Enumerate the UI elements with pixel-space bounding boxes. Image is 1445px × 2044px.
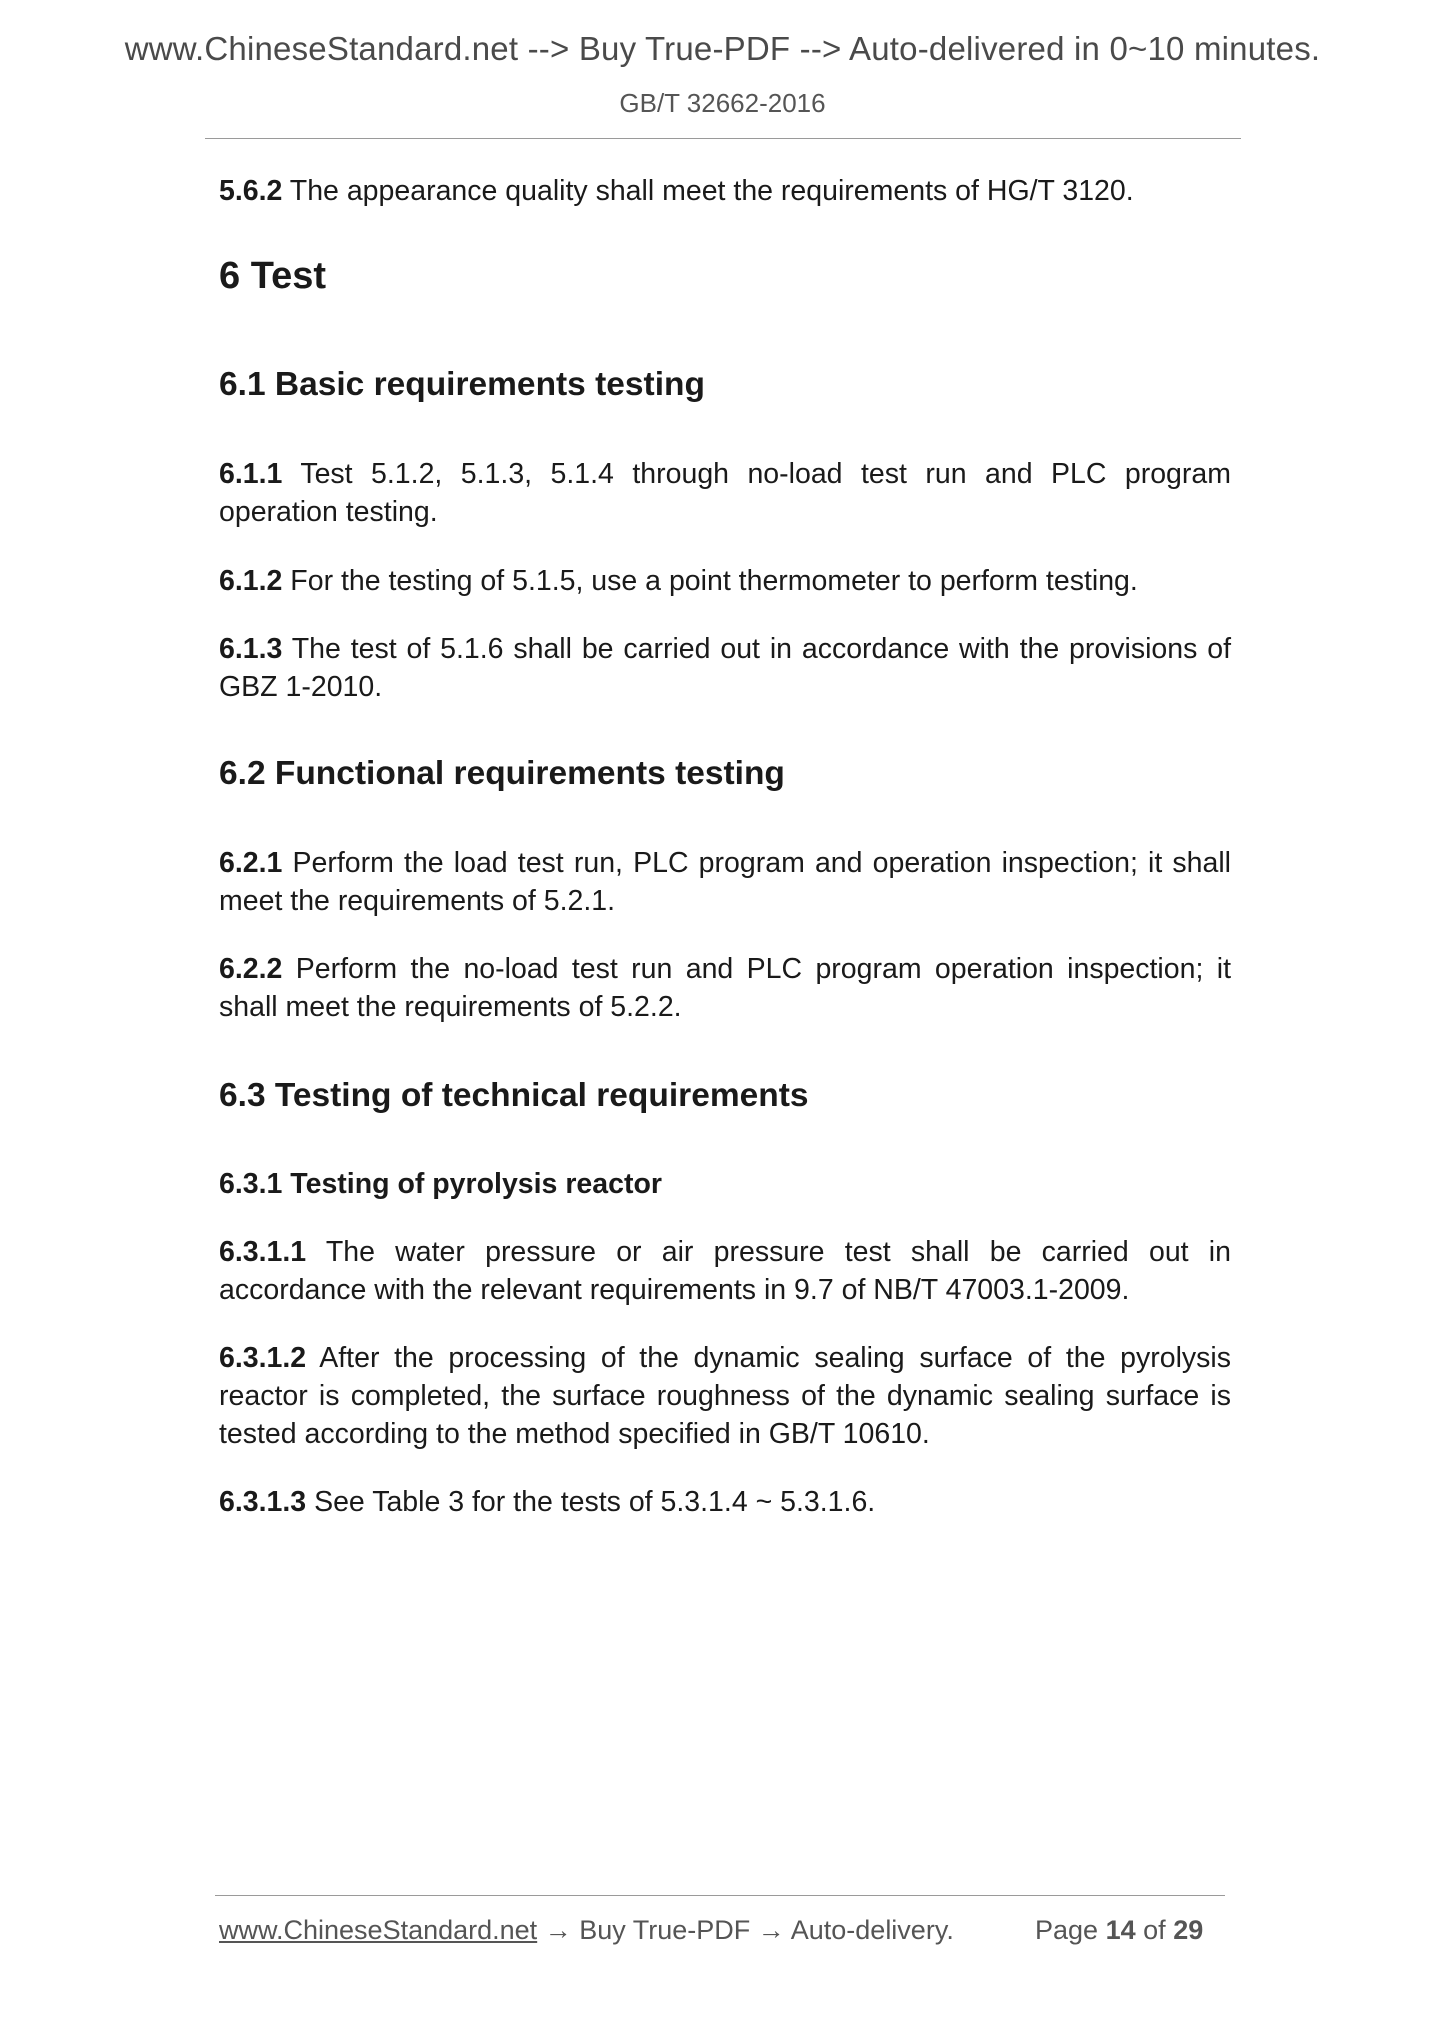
clause-6-1-3 [219, 630, 1231, 706]
footer-promo [219, 1915, 954, 1946]
clause-text: Perform the load test run, PLC program and operation inspection; it shall meet the requirements of 5.2.1. [219, 847, 1231, 917]
page-indicator [1035, 1915, 1203, 1946]
footer-divider [215, 1895, 1225, 1896]
section-heading-6-3: 6.3 Testing of technical requirements [219, 1077, 809, 1114]
clause-number: 6.1.3 [219, 633, 283, 665]
clause-6-3-1-3 [219, 1483, 1231, 1521]
page-current: 14 [1105, 1915, 1136, 1945]
section-heading-6-2: 6.2 Functional requirements testing [219, 755, 785, 792]
subsection-heading-6-3-1: 6.3.1 Testing of pyrolysis reactor [219, 1168, 662, 1200]
clause-5-6-2 [219, 172, 1231, 210]
clause-text: The water pressure or air pressure test shall be carried out in accordance with the relevant requirements in 9.7 of NB/T 47003.1-2009. [219, 1236, 1231, 1306]
page-total: 29 [1173, 1915, 1204, 1945]
clause-number: 6.3.1.1 [219, 1236, 307, 1268]
site-link[interactable]: www.ChineseStandard.net [219, 1915, 538, 1945]
clause-text: Perform the no-load test run and PLC program operation inspection; it shall meet the requirements of 5.2.2. [219, 953, 1231, 1023]
section-heading-6: 6 Test [219, 255, 327, 297]
clause-number: 6.2.1 [219, 847, 283, 879]
clause-number: 6.3.1.3 [219, 1486, 307, 1518]
clause-number: 6.1.2 [219, 565, 283, 597]
header-divider [205, 138, 1241, 139]
clause-6-1-1 [219, 455, 1231, 531]
footer-tagline: → Buy True-PDF → Auto-delivery. [537, 1915, 954, 1945]
clause-text: See Table 3 for the tests of 5.3.1.4 ~ 5.3.1.6. [306, 1486, 876, 1518]
clause-text: Test 5.1.2, 5.1.3, 5.1.4 through no-load test run and PLC program operation testing. [219, 458, 1231, 528]
clause-6-2-1 [219, 844, 1231, 920]
clause-6-1-2 [219, 562, 1231, 600]
clause-6-2-2 [219, 950, 1231, 1026]
clause-6-3-1-1 [219, 1233, 1231, 1309]
document-code: GB/T 32662-2016 [619, 88, 826, 118]
clause-text: The test of 5.1.6 shall be carried out in accordance with the provisions of GBZ 1-2010. [219, 633, 1231, 703]
clause-text: For the testing of 5.1.5, use a point thermometer to perform testing. [282, 565, 1138, 597]
page-label: Page [1035, 1915, 1099, 1945]
clause-text: The appearance quality shall meet the requirements of HG/T 3120. [282, 175, 1134, 207]
of-label: of [1143, 1915, 1166, 1945]
clause-number: 6.2.2 [219, 953, 283, 985]
site-banner: www.ChineseStandard.net --> Buy True-PDF --> Auto-delivered in 0~10 minutes. [124, 30, 1321, 67]
section-heading-6-1: 6.1 Basic requirements testing [219, 366, 705, 403]
clause-number: 6.1.1 [219, 458, 283, 490]
clause-number: 6.3.1.2 [219, 1342, 307, 1374]
clause-6-3-1-2 [219, 1339, 1231, 1453]
clause-number: 5.6.2 [219, 175, 283, 207]
clause-text: After the processing of the dynamic sealing surface of the pyrolysis reactor is completed, the surface roughness of the dynamic sealing surface is tested according to the method specified in GB/T 10610. [219, 1342, 1231, 1450]
